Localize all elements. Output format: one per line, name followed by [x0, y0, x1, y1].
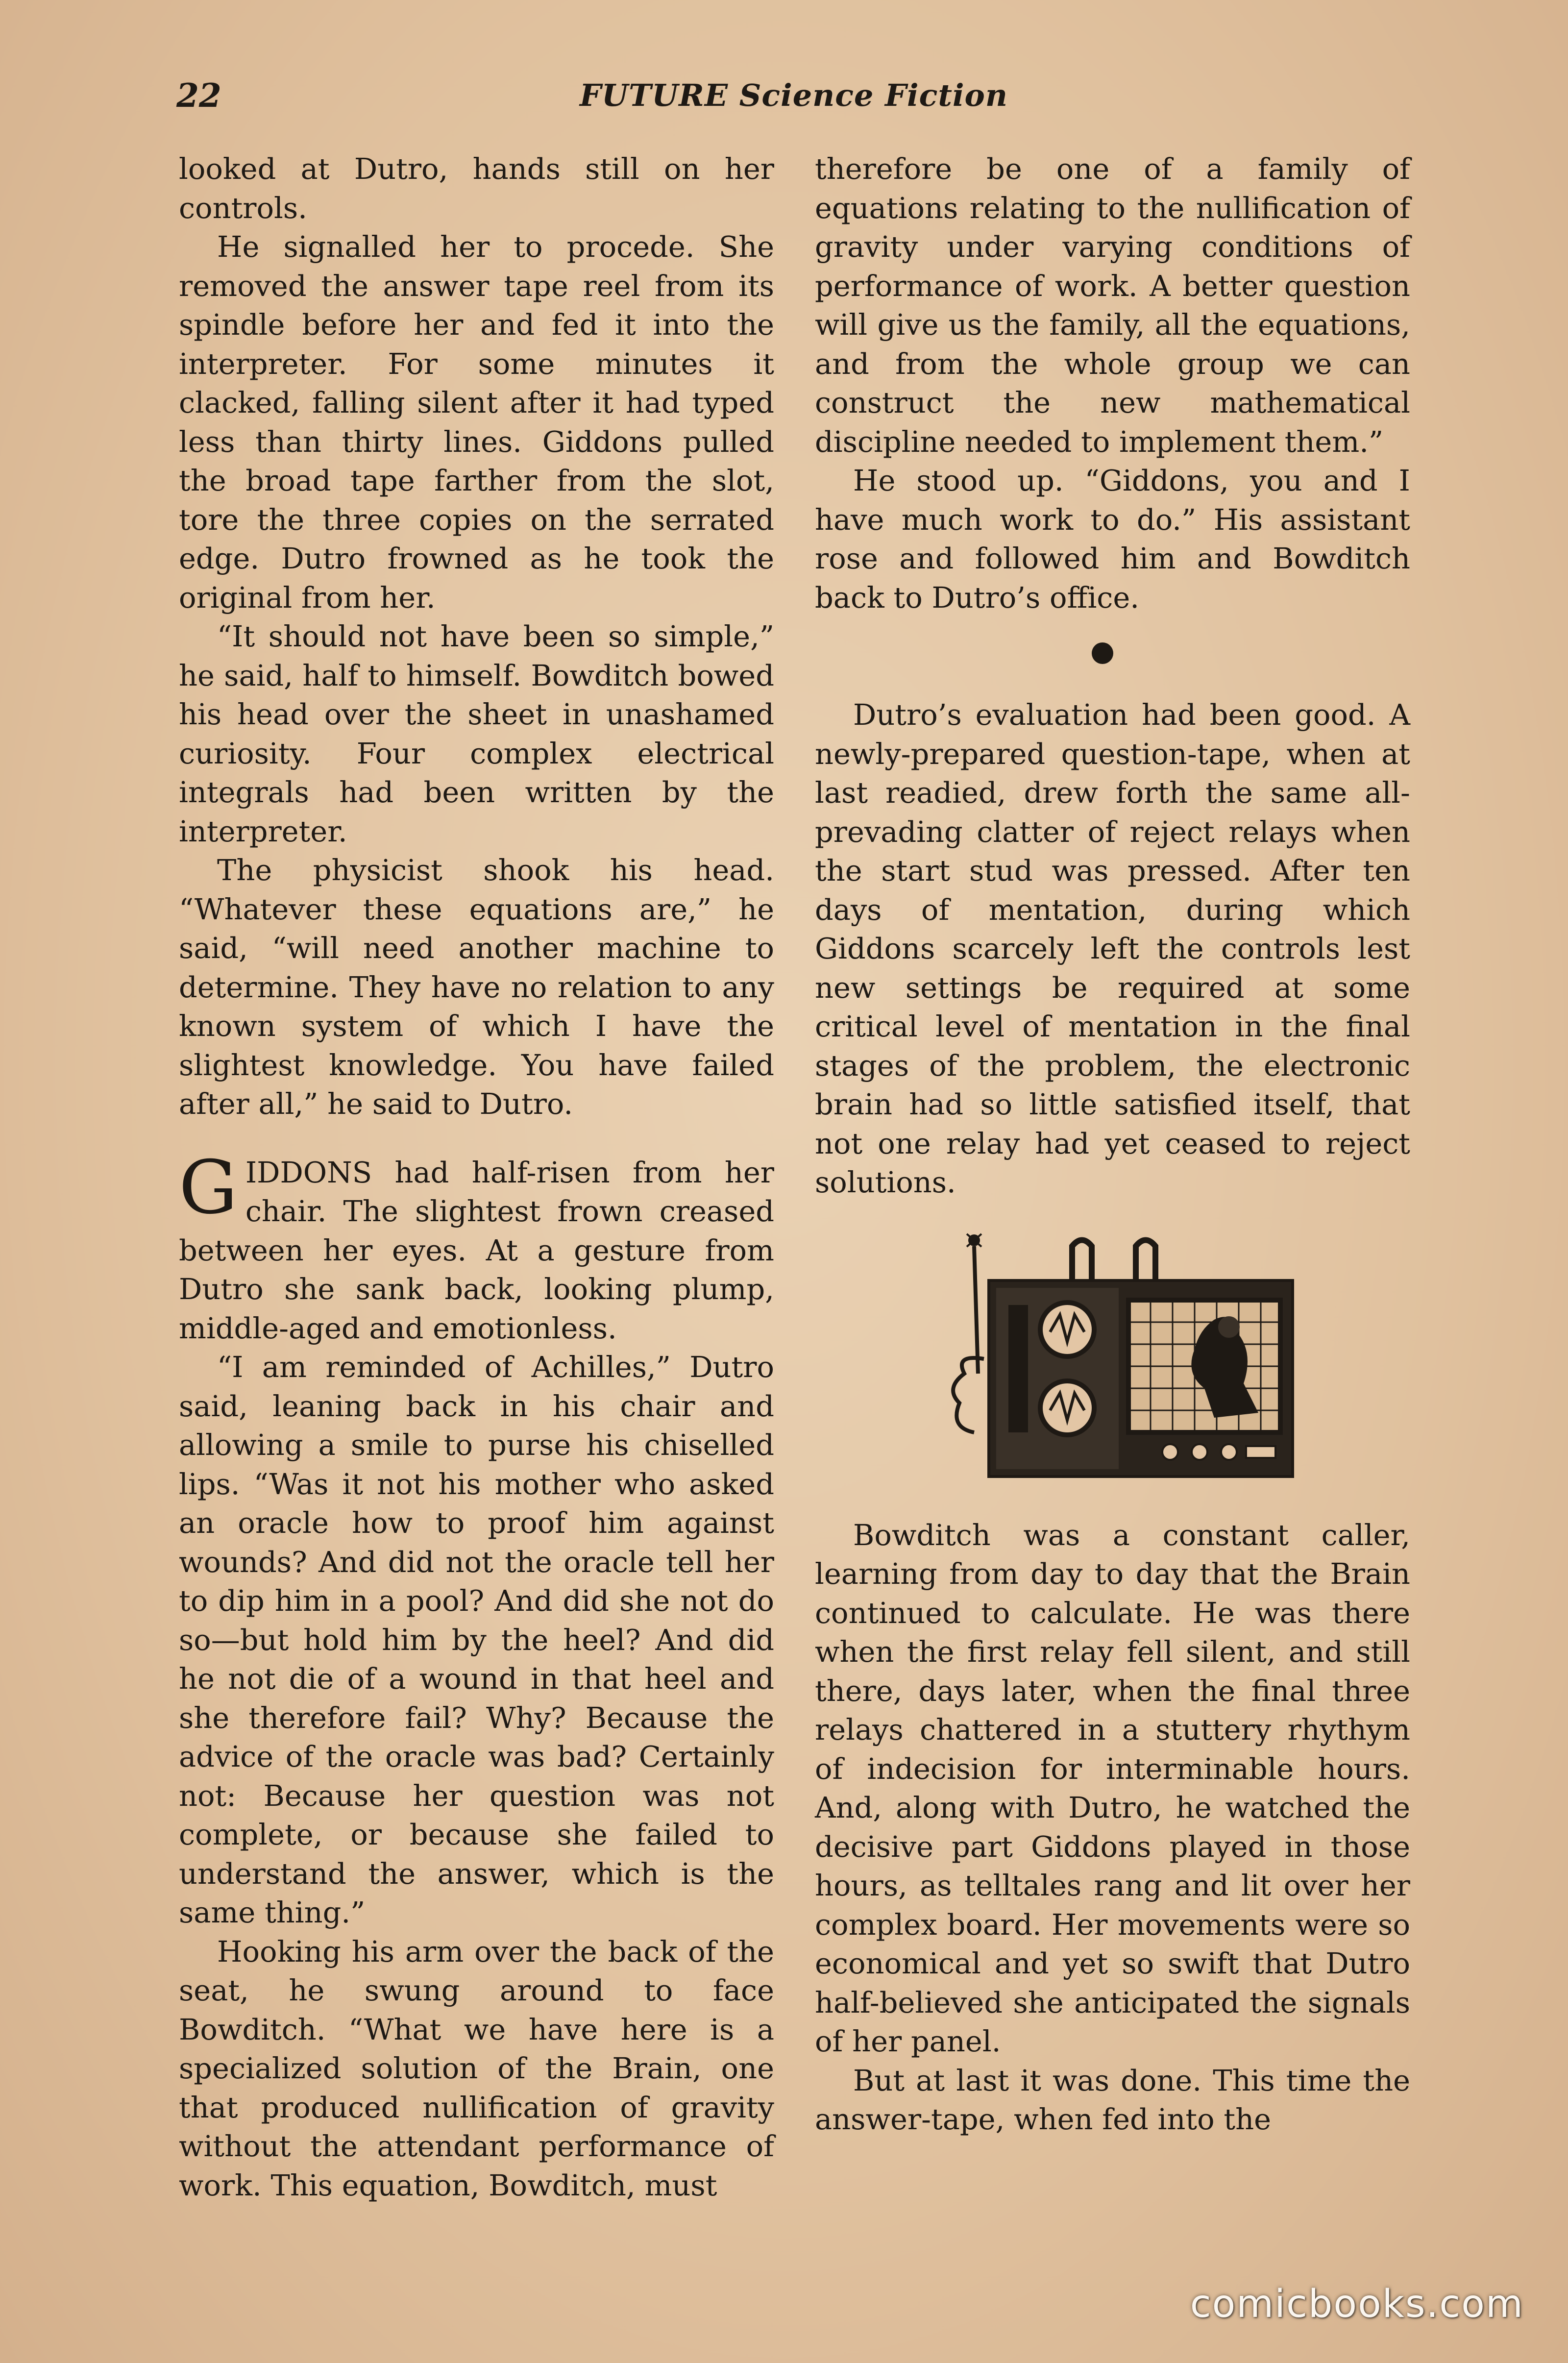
paragraph: “It should not have been so simple,” he said, half to himself. Bowditch bowed his head over the sheet in unashamed curiosity. Four complex electrical integrals had been written by the interpreter. [179, 619, 774, 848]
paragraph: He signalled her to procede. She removed the answer tape reel from its spindle before her and fed it into the interpreter. For some minutes it clacked, falling silent after it had typed less than thirty lines. Giddons pulled the broad tape farther from the slot, tore the three copies on the serrated edge. Dutro frowned as he took the original from her. [179, 230, 774, 615]
right-column [815, 149, 1410, 2139]
paragraph: Bowditch was a constant caller, learning from day to day that the Brain continued to calculate. He was there when the first relay fell silent, and still there, days later, when the final three relays chattered in a stuttery rhythym of indecision for interminable hours. And, along with Dutro, he watched the decisive part Giddons played in those hours, as telltales rang and lit over her complex board. Her movements were so economical and yet so swift that Dutro half-believed she anticipated the signals of her panel. [815, 1518, 1410, 2058]
computer-console-illustration-icon [940, 1227, 1302, 1491]
paragraph: But at last it was done. This time the answer-tape, when fed into the [815, 2063, 1410, 2136]
paragraph: He stood up. “Giddons, you and I have much work to do.” His assistant rose and followed him and Bowditch back to Dutro’s office. [815, 464, 1410, 615]
page-header [176, 74, 1411, 118]
paragraph: Hooking his arm over the back of the seat, he swung around to face Bowditch. “What we have here is a specialized solution of the Brain, one that produced nullification of gravity without the attendant performance of work. This equation, Bowditch, must [179, 1934, 774, 2202]
running-head: FUTURE Science Fiction [580, 77, 1008, 113]
section-break [179, 1124, 774, 1153]
paragraph: Dutro’s evaluation had been good. A newly-prepared question-tape, when at last readied, drew forth the same all-prevading clatter of reject relays when the start stud was pressed. After ten days of mentation, during which Giddons scarcely left the controls lest new settings be required at some critical level of mentation in the final stages of the problem, the electronic brain had so little satisfied itself, that not one relay had yet ceased to reject solutions. [815, 698, 1410, 1199]
paragraph: The physicist shook his head. “Whatever these equations are,” he said, “will need another machine to determine. They have no relation to any known system of which I have the slightest knowledge. You have failed after all,” he said to Dutro. [179, 853, 774, 1121]
site-watermark: comicbooks.com [1190, 2282, 1524, 2326]
page-number: 22 [176, 76, 221, 115]
drop-cap: G [179, 1145, 238, 1231]
dropcap-paragraph [179, 1145, 774, 1348]
paragraph: therefore be one of a family of equations relating to the nullification of gravity under varying conditions of performance of work. A better question will give us the family, all the equations, and from the whole group we can construct the new mathematical discipline needed to implement them.” [815, 152, 1410, 459]
paragraph: “I am reminded of Achilles,” Dutro said, leaning back in his chair and allowing a smile to purse his chiselled lips. “Was it not his mother who asked an oracle how to proof him against wounds? And did not the oracle tell her to dip him in a pool? And did she not do so—but hold him by the heel? And did he not die of a wound in that heel and she therefore fail? Why? Because the advice of the oracle was bad? Certainly not: Because her question was not complete, or because she failed to understand the answer, which is the same thing.” [179, 1350, 774, 1929]
bullet-divider-icon [1092, 642, 1113, 664]
paragraph-text: IDDONS had half-risen from her chair. The slightest frown creased between her eyes. At a gesture from Dutro she sank back, looking plump, middle-aged and emotionless. [179, 1155, 774, 1345]
left-column [179, 149, 774, 2205]
paragraph: looked at Dutro, hands still on her controls. [179, 152, 774, 225]
section-divider [815, 617, 1410, 695]
